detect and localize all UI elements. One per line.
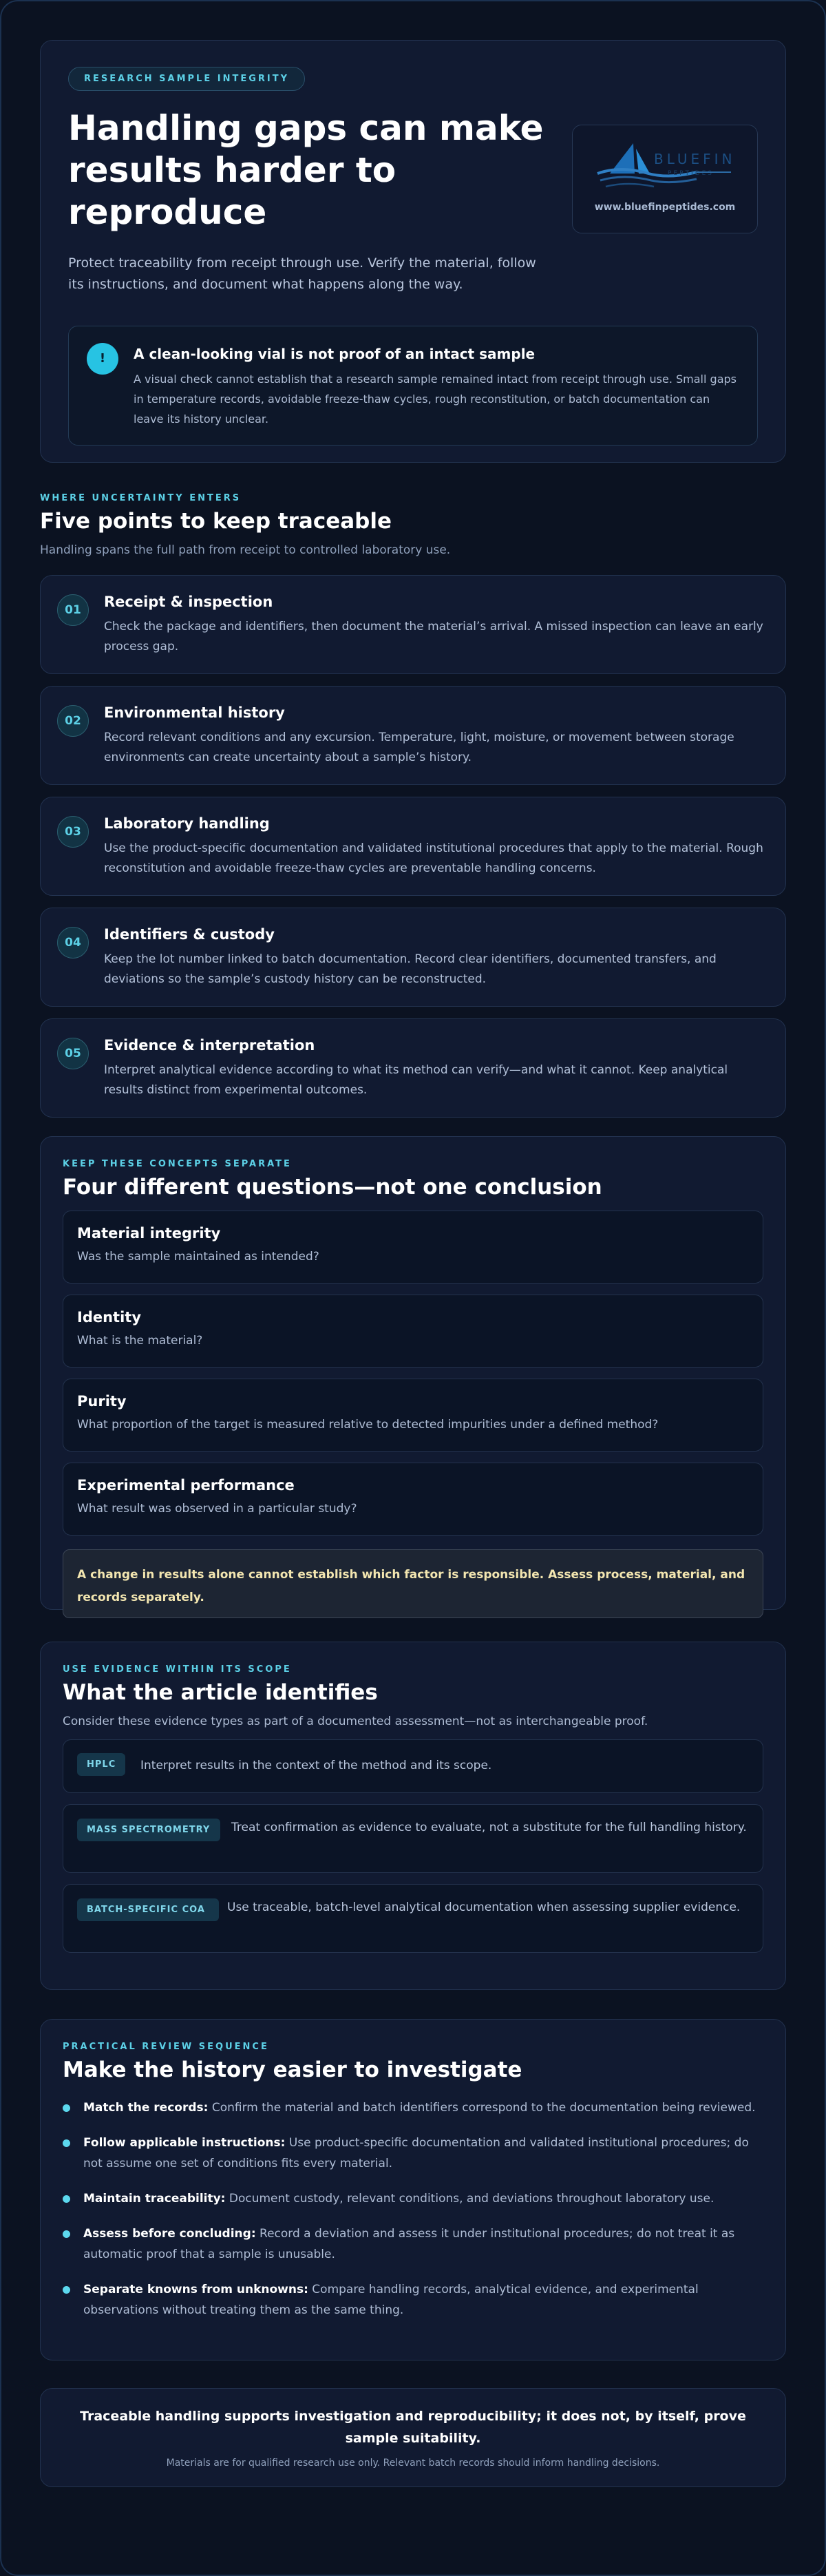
review-list <box>63 2097 763 2321</box>
list-item <box>63 2133 763 2174</box>
step-card <box>40 797 786 896</box>
hero-lead: Protect traceability from receipt through use. Verify the material, follow its instructions, and document what happens along the way. <box>68 255 536 292</box>
callout-body: A visual check cannot establish that a research sample remained intact from receipt through use. Small gaps in temperature records, avoidable freeze-thaw cycles, rough reconstitution, or batch documentation can leave its history unclear. <box>134 373 737 426</box>
footer-disclaimer: Materials are for qualified research use only. Relevant batch records should inform handling decisions. <box>166 2458 660 2469</box>
step-number: 03 <box>57 816 89 848</box>
points-kicker: WHERE UNCERTAINTY ENTERS <box>40 493 242 503</box>
step-title: Identifiers & custody <box>104 926 275 943</box>
hero-card <box>40 40 786 463</box>
list-item <box>63 2188 763 2209</box>
list-item-lead: Assess before concluding: <box>83 2227 256 2241</box>
footer-card <box>40 2388 786 2487</box>
bullet-icon <box>63 2104 70 2112</box>
logo-tagline: PEPTIDES <box>668 170 714 177</box>
callout-title: A clean-looking vial is not proof of an intact sample <box>134 346 536 362</box>
question-body: What proportion of the target is measured relative to detected impurities under a defined method? <box>77 1418 659 1432</box>
evidence-body: Treat confirmation as evidence to evaluate, not a substitute for the full handling history. <box>231 1821 747 1834</box>
step-body: Use the product-specific documentation and validated institutional procedures that apply to the material. Rough reconstitution and avoidable freeze-thaw cycles are preventable handling concerns. <box>104 841 763 875</box>
question-body: Was the sample maintained as intended? <box>77 1250 319 1264</box>
list-item-lead: Follow applicable instructions: <box>83 2136 286 2150</box>
step-body: Check the package and identifiers, then document the material’s arrival. A missed inspection can leave an early process gap. <box>104 620 763 653</box>
question-title: Experimental performance <box>77 1477 295 1494</box>
list-item-lead: Separate knowns from unknowns: <box>83 2283 308 2296</box>
list-item-lead: Match the records: <box>83 2101 209 2115</box>
brand-logo-box <box>572 125 758 233</box>
bluefin-logo <box>593 139 738 194</box>
evidence-tag: HPLC <box>77 1753 125 1776</box>
evidence-body: Interpret results in the context of the method and its scope. <box>140 1759 492 1772</box>
step-title: Evidence & interpretation <box>104 1037 315 1054</box>
list-item-body: Use product-specific documentation and validated institutional procedures; do not assume one set of conditions fits every material. <box>83 2136 749 2170</box>
step-card <box>40 908 786 1007</box>
question-title: Purity <box>77 1393 127 1410</box>
evidence-subtitle: Consider these evidence types as part of a documented assessment—not as interchangeable proof. <box>63 1715 648 1728</box>
question-title: Material integrity <box>77 1225 221 1242</box>
alert-icon: ! <box>87 343 118 375</box>
review-card <box>40 2019 786 2360</box>
question-body: What is the material? <box>77 1334 203 1348</box>
footer-statement: Traceable handling supports investigation and reproducibility; it does not, by itself, prove sample suitability. <box>80 2409 746 2446</box>
question-body: What result was observed in a particular study? <box>77 1502 357 1516</box>
list-item-body: Compare handling records, analytical evidence, and experimental observations without treating them as the same thing. <box>83 2283 699 2317</box>
evidence-item <box>63 1884 763 1953</box>
questions-card <box>40 1136 786 1610</box>
hero-callout <box>68 326 758 446</box>
question-title: Identity <box>77 1309 142 1326</box>
step-number: 04 <box>57 927 89 959</box>
points-subtitle: Handling spans the full path from receipt to controlled laboratory use. <box>40 543 451 557</box>
warning-note: A change in results alone cannot establish which factor is responsible. Assess process, material, and records separately. <box>63 1549 763 1618</box>
evidence-title: What the article identifies <box>63 1680 378 1705</box>
list-item-lead: Maintain traceability: <box>83 2192 226 2206</box>
page-title: Handling gaps can make results harder to reproduce <box>68 108 544 232</box>
evidence-tag: BATCH-SPECIFIC COA <box>77 1898 219 1921</box>
points-title: Five points to keep traceable <box>40 509 392 534</box>
question-card <box>63 1211 763 1284</box>
question-card <box>63 1463 763 1536</box>
questions-title: Four different questions—not one conclusion <box>63 1175 602 1200</box>
step-number: 02 <box>57 705 89 737</box>
step-card <box>40 1018 786 1118</box>
evidence-tag: MASS SPECTROMETRY <box>77 1819 220 1841</box>
list-item-body: Confirm the material and batch identifiers correspond to the documentation being reviewed. <box>208 2101 756 2115</box>
step-number: 05 <box>57 1038 89 1069</box>
list-item-body: Document custody, relevant conditions, and deviations throughout laboratory use. <box>225 2192 714 2206</box>
list-item <box>63 2097 763 2118</box>
evidence-item <box>63 1739 763 1793</box>
points-section <box>40 493 786 1118</box>
hero-pill: RESEARCH SAMPLE INTEGRITY <box>68 67 305 91</box>
question-card <box>63 1379 763 1452</box>
bullet-icon <box>63 2195 70 2203</box>
step-body: Interpret analytical evidence according to what its method can verify—and what it cannot. Keep analytical results distinct from experimental outcomes. <box>104 1063 728 1097</box>
bullet-icon <box>63 2286 70 2294</box>
evidence-kicker: USE EVIDENCE WITHIN ITS SCOPE <box>63 1664 292 1675</box>
step-title: Environmental history <box>104 704 285 721</box>
evidence-item <box>63 1804 763 1873</box>
list-item <box>63 2223 763 2265</box>
list-item-body: Record a deviation and assess it under institutional procedures; do not treat it as automatic proof that a sample is unusable. <box>83 2227 735 2261</box>
step-title: Laboratory handling <box>104 815 270 832</box>
step-card <box>40 575 786 674</box>
logo-wordmark: BLUEFIN <box>654 151 736 167</box>
list-item <box>63 2279 763 2321</box>
step-card <box>40 686 786 785</box>
step-body: Keep the lot number linked to batch documentation. Record clear identifiers, documented transfers, and deviations so the sample’s custody history can be reconstructed. <box>104 952 717 986</box>
questions-kicker: KEEP THESE CONCEPTS SEPARATE <box>63 1159 292 1169</box>
brand-url[interactable]: www.bluefinpeptides.com <box>594 202 736 213</box>
steps-list <box>40 575 786 1118</box>
review-kicker: PRACTICAL REVIEW SEQUENCE <box>63 2042 269 2052</box>
review-title: Make the history easier to investigate <box>63 2057 522 2082</box>
question-card <box>63 1295 763 1368</box>
evidence-card <box>40 1642 786 1990</box>
step-title: Receipt & inspection <box>104 594 273 610</box>
step-number: 01 <box>57 594 89 626</box>
bullet-icon <box>63 2230 70 2238</box>
evidence-body: Use traceable, batch-level analytical documentation when assessing supplier evidence. <box>227 1900 741 1914</box>
bullet-icon <box>63 2139 70 2147</box>
step-body: Record relevant conditions and any excursion. Temperature, light, moisture, or movement between storage environments can create uncertainty about a sample’s history. <box>104 731 734 764</box>
